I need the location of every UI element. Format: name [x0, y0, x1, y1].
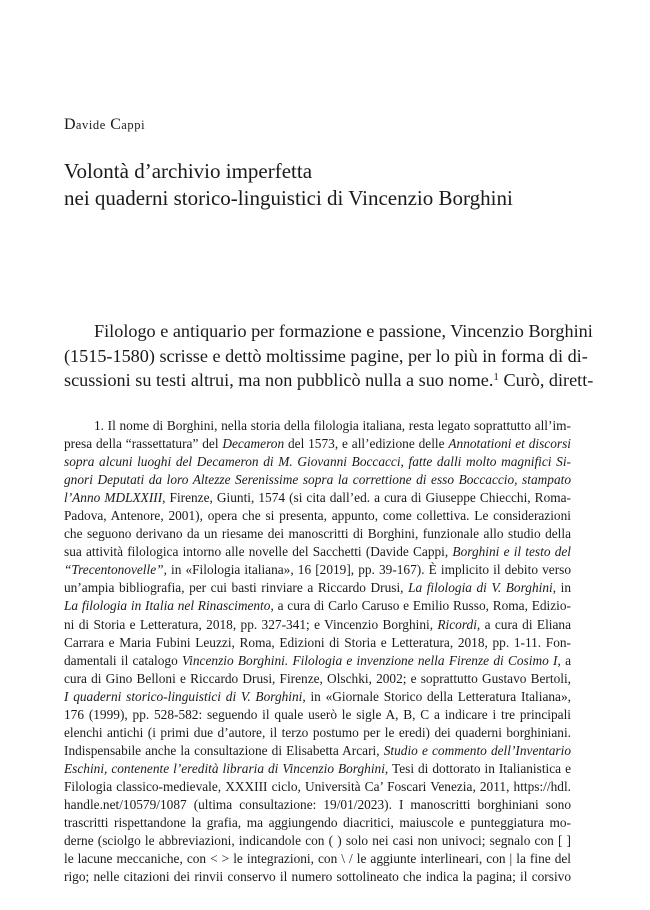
footnote-text: sua attività filologica intorno alle novelle del Sacchetti (Davide Cappi, — [64, 544, 453, 560]
article-title — [64, 158, 604, 212]
footnote-text: che seguono derivano da un riesame dei manoscritti di Borghini, funzionale allo studio della — [64, 526, 571, 542]
footnote-italic-text: l’Anno MDLXXIII — [64, 490, 163, 506]
footnote-line — [64, 489, 571, 507]
footnote-line — [64, 579, 571, 597]
body-line-3-text: scussioni su testi altrui, ma non pubblicò nulla a suo nome. — [64, 370, 494, 391]
footnote-text: Filologia classico-medievale, XXXIII ciclo, Università Ca’ Foscari Venezia, 2011, https://hdl. — [64, 778, 571, 794]
footnote-text: ni di Storia e Letteratura, 2018, pp. 327-341; e Vincenzio Borghini, — [64, 616, 438, 632]
footnote-line — [64, 688, 571, 706]
footnote-line — [64, 760, 571, 778]
footnote-text: trascritti rispettandone la grafia, ma aggiungendo diacritici, maiuscole e punteggiatura mo- — [64, 815, 571, 831]
footnote-line — [64, 543, 571, 561]
footnote-italic-text: Ricordi — [437, 616, 477, 632]
footnote-italic-text: Studio e commento dell’Inventario — [383, 742, 571, 758]
footnote-text: , Firenze, Giunti, 1574 (si cita dall’ed. a cura di Giuseppe Chiecchi, Roma- — [162, 490, 571, 506]
footnote-1 — [64, 417, 571, 886]
footnote-line — [64, 670, 571, 688]
footnote-text: un’ampia bibliografia, per cui basti rinviare a Riccardo Drusi, — [64, 580, 409, 596]
footnote-text: derne (sciolgo le abbreviazioni, indicandole con ( ) solo nei casi non univoci; segnalo con [ ] — [64, 833, 571, 849]
footnote-text: elenchi antichi (i primi due d’autore, il terzo postumo per le eredi) dei quaderni borghiniani. — [64, 724, 571, 740]
footnote-line — [64, 417, 571, 435]
footnote-reference-marker[interactable]: 1 — [493, 371, 499, 384]
footnote-line — [64, 525, 571, 543]
footnote-italic-text: “Trecentonovelle” — [64, 562, 164, 578]
footnote-line — [64, 832, 571, 850]
footnote-italic-text: sopra alcuni luoghi del Decameron di M. Giovanni Boccacci, fatte dalli molto magnifici Si- — [64, 454, 571, 470]
title-line-2: nei quaderni storico-linguistici di Vincenzio Borghini — [64, 186, 513, 210]
footnote-text: le lacune meccaniche, con < > le integrazioni, con \ / le aggiunte interlineari, con | la fine del — [64, 851, 571, 867]
footnote-line — [64, 616, 571, 634]
footnote-italic-text: Borghini e il testo del — [452, 544, 571, 560]
body-line-1: Filologo e antiquario per formazione e passione, Vincenzio Borghini — [94, 321, 593, 341]
footnote-text: presa della “rassettatura” del — [64, 436, 223, 452]
body-line-3-end: Curò, dirett- — [498, 370, 594, 391]
author-last-rest: appi — [121, 118, 146, 132]
footnote-line — [64, 724, 571, 742]
footnote-line — [64, 471, 571, 489]
footnote-line — [64, 597, 571, 615]
footnote-text: , in «Filologia italiana», 16 [2019], pp. 39-167). È implicito il debito verso — [163, 562, 571, 578]
footnote-italic-text: La filologia in Italia nel Rinascimento — [64, 598, 271, 614]
footnote-text: rigo; nelle citazioni dei rinvii conservo il numero sottolineato che indica la pagina; il corsivo — [64, 869, 571, 885]
footnote-line — [64, 652, 571, 670]
footnote-line — [64, 706, 571, 724]
footnote-italic-text: Decameron — [222, 436, 285, 452]
footnote-text: , Tesi di dottorato in Italianistica e — [384, 760, 571, 776]
footnote-line — [64, 868, 571, 886]
footnote-italic-text: La filologia di V. Borghini — [408, 580, 553, 596]
footnote-text: , a — [557, 652, 571, 668]
footnote-line — [64, 435, 571, 453]
footnote-line — [64, 814, 571, 832]
footnote-text: , in — [552, 580, 571, 596]
footnote-text: del 1573, e all’edizione delle — [284, 436, 449, 452]
footnote-text: 176 (1999), pp. 528-582: seguendo il quale userò le sigle A, B, C a indicare i tre principali — [64, 706, 571, 722]
footnote-line — [64, 850, 571, 868]
footnote-line — [64, 453, 571, 471]
footnote-line — [64, 561, 571, 579]
author-last-initial: C — [110, 116, 122, 133]
footnote-text: , a cura di Carlo Caruso e Emilio Russo, Roma, Edizio- — [270, 598, 571, 614]
footnote-text: , a cura di Eliana — [476, 616, 571, 632]
footnote-text: handle.net/10579/1087 (ultima consultazione: 19/01/2023). I manoscritti borghiniani sono — [64, 796, 571, 812]
author-first-initial: D — [64, 116, 76, 133]
footnote-italic-text: gnori Deputati da loro Altezze Serenissime sopra la correttione di esso Boccaccio, stampato — [64, 472, 571, 488]
footnote-text: , in «Giornale Storico della Letteratura Italiana», — [302, 688, 571, 704]
footnote-text: 1. Il nome di Borghini, nella storia della filologia italiana, resta legato soprattutto all’im- — [94, 418, 571, 433]
footnote-line — [64, 742, 571, 760]
footnote-italic-text: Annotationi et discorsi — [448, 436, 571, 452]
footnote-text: Carrara e Maria Fubini Leuzzi, Roma, Edizioni di Storia e Letteratura, 2018, pp. 1-11. Fon- — [64, 634, 571, 650]
footnote-line — [64, 507, 571, 525]
footnote-italic-text: Eschini, contenente l’eredità libraria di Vincenzio Borghini — [64, 760, 385, 776]
footnote-text: damentali il catalogo — [64, 652, 183, 668]
body-paragraph — [64, 319, 594, 393]
footnote-italic-text: I quaderni storico-linguistici di V. Borghini — [64, 688, 303, 704]
body-line-3 — [64, 368, 594, 393]
footnote-line — [64, 634, 571, 652]
footnote-text: Indispensabile anche la consultazione di Elisabetta Arcari, — [64, 742, 384, 758]
title-line-1: Volontà d’archivio imperfetta — [64, 159, 313, 183]
footnote-text: cura di Gino Belloni e Riccardo Drusi, Firenze, Olschki, 2002; e soprattutto Gustavo Bertoli, — [64, 670, 571, 686]
footnote-line — [64, 778, 571, 796]
body-line-2: (1515-1580) scrisse e dettò moltissime pagine, per lo più in forma di di- — [64, 345, 588, 366]
footnote-italic-text: Vincenzio Borghini. Filologia e invenzione nella Firenze di Cosimo I — [182, 652, 558, 668]
footnote-line — [64, 796, 571, 814]
author-first-rest: avide — [75, 118, 106, 132]
footnote-text: Padova, Antenore, 2001), opera che si presenta, appunto, come collettiva. Le considerazioni — [64, 508, 571, 524]
author-name — [64, 116, 145, 134]
